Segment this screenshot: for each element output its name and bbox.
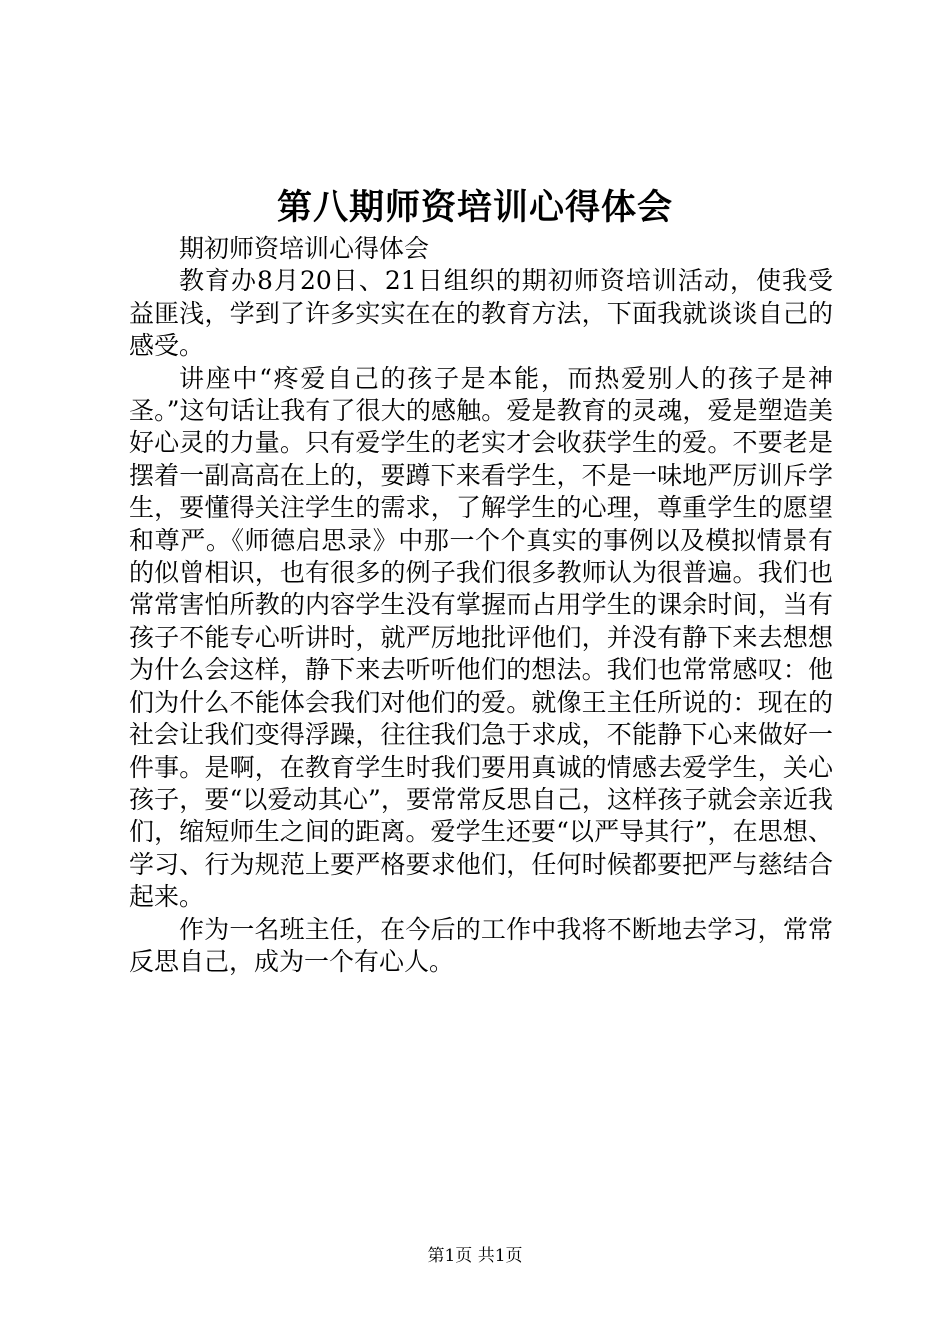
paragraph-conclusion: 作为一名班主任，在今后的工作中我将不断地去学习，常常反思自己，成为一个有心人。 (129, 914, 833, 976)
document-body (129, 233, 833, 978)
paragraph-lecture: 讲座中“疼爱自己的孩子是本能，而热爱别人的孩子是神圣。”这句话让我有了很大的感触。爱是教育的灵魂，爱是塑造美好心灵的力量。只有爱学生的老实才会收获学生的爱。不要老是摆着一副高高在上的，要蹲下来看学生，不是一味地严厉训斥学生，要懂得关注学生的需求，了解学生的心理，尊重学生的愿望和尊严。《师德启思录》中那一个个真实的事例以及模拟情景有的似曾相识，也有很多的例子我们很多教师认为很普遍。我们也常常害怕所教的内容学生没有掌握而占用学生的课余时间，当有孩子不能专心听讲时，就严厉地批评他们，并没有静下来去想想为什么会这样，静下来去听听他们的想法。我们也常常感叹：他们为什么不能体会我们对他们的爱。就像王主任所说的：现在的社会让我们变得浮躁，往往我们急于求成，不能静下心来做好一件事。是啊，在教育学生时我们要用真诚的情感去爱学生，关心孩子，要“以爱动其心”，要常常反思自己，这样孩子就会亲近我们，缩短师生之间的距离。爱学生还要“以严导其行”，在思想、学习、行为规范上要严格要求他们，任何时候都要把严与慈结合起来。 (129, 363, 833, 912)
paragraph-intro: 教育办8月20日、21日组织的期初师资培训活动，使我受益匪浅，学到了许多实实在在的教育方法，下面我就谈谈自己的感受。 (129, 266, 833, 361)
document-title: 第八期师资培训心得体会 (276, 187, 673, 228)
page-footer: 第1页 共1页 (427, 1246, 523, 1266)
paragraph-subtitle: 期初师资培训心得体会 (179, 234, 430, 263)
